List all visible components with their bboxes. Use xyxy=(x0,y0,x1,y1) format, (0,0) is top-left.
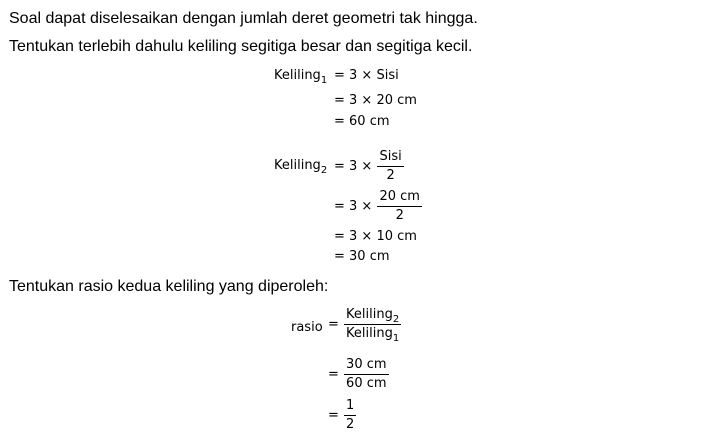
ratio-line-2-prefix: = xyxy=(328,367,339,382)
step-perimeter-paragraph: Tentukan terlebih dahulu keliling segitiga besar dan segitiga kecil. xyxy=(9,38,473,55)
perimeter-small-line-4: = 30 cm xyxy=(334,249,390,264)
denominator-label: Keliling xyxy=(346,326,393,341)
ratio-label: rasio xyxy=(291,320,323,335)
perimeter-large-line-3: = 60 cm xyxy=(334,114,390,129)
intro-paragraph: Soal dapat diselesaikan dengan jumlah deret geometri tak hingga. xyxy=(9,10,478,27)
denominator-subscript: 1 xyxy=(392,333,400,344)
ratio-line-1 xyxy=(328,307,402,342)
perimeter-large-label: Keliling xyxy=(274,68,321,83)
fraction-numerator: 30 cm xyxy=(344,357,389,375)
fraction xyxy=(344,307,401,342)
perimeter-small-label: Keliling xyxy=(274,158,321,173)
fraction-denominator: 2 xyxy=(386,168,395,183)
fraction-numerator: 1 xyxy=(344,398,356,416)
numerator-label: Keliling xyxy=(346,307,393,322)
fraction xyxy=(344,398,356,433)
fraction-denominator: 60 cm xyxy=(346,376,387,391)
fraction xyxy=(344,357,389,392)
ratio-line-3 xyxy=(328,398,357,433)
perimeter-small-lhs xyxy=(274,158,327,174)
step-ratio-paragraph: Tentukan rasio kedua keliling yang diperoleh: xyxy=(9,278,329,295)
perimeter-large-line-1: = 3 × Sisi xyxy=(334,68,399,83)
ratio-line-1-prefix: = xyxy=(328,317,339,332)
ratio-line-2 xyxy=(328,357,390,392)
perimeter-small-line-2 xyxy=(334,189,423,224)
perimeter-small-subscript: 2 xyxy=(320,165,328,176)
perimeter-large-subscript: 1 xyxy=(320,75,328,86)
perimeter-small-line-2-prefix: = 3 × xyxy=(334,199,373,214)
perimeter-large-line-2: = 3 × 20 cm xyxy=(334,93,417,108)
fraction xyxy=(377,189,422,224)
numerator-subscript: 2 xyxy=(392,314,400,325)
fraction-denominator: 2 xyxy=(346,417,355,432)
ratio-lhs xyxy=(291,320,323,336)
fraction-numerator: 20 cm xyxy=(377,189,422,207)
perimeter-small-line-1 xyxy=(334,149,405,184)
fraction-numerator xyxy=(344,307,401,325)
perimeter-large-lhs xyxy=(274,68,327,84)
fraction-denominator xyxy=(344,325,401,342)
fraction-denominator: 2 xyxy=(395,208,404,223)
ratio-line-3-prefix: = xyxy=(328,408,339,423)
fraction-numerator: Sisi xyxy=(377,149,403,167)
perimeter-small-line-1-prefix: = 3 × xyxy=(334,159,373,174)
fraction xyxy=(377,149,403,184)
perimeter-small-line-3: = 3 × 10 cm xyxy=(334,229,417,244)
